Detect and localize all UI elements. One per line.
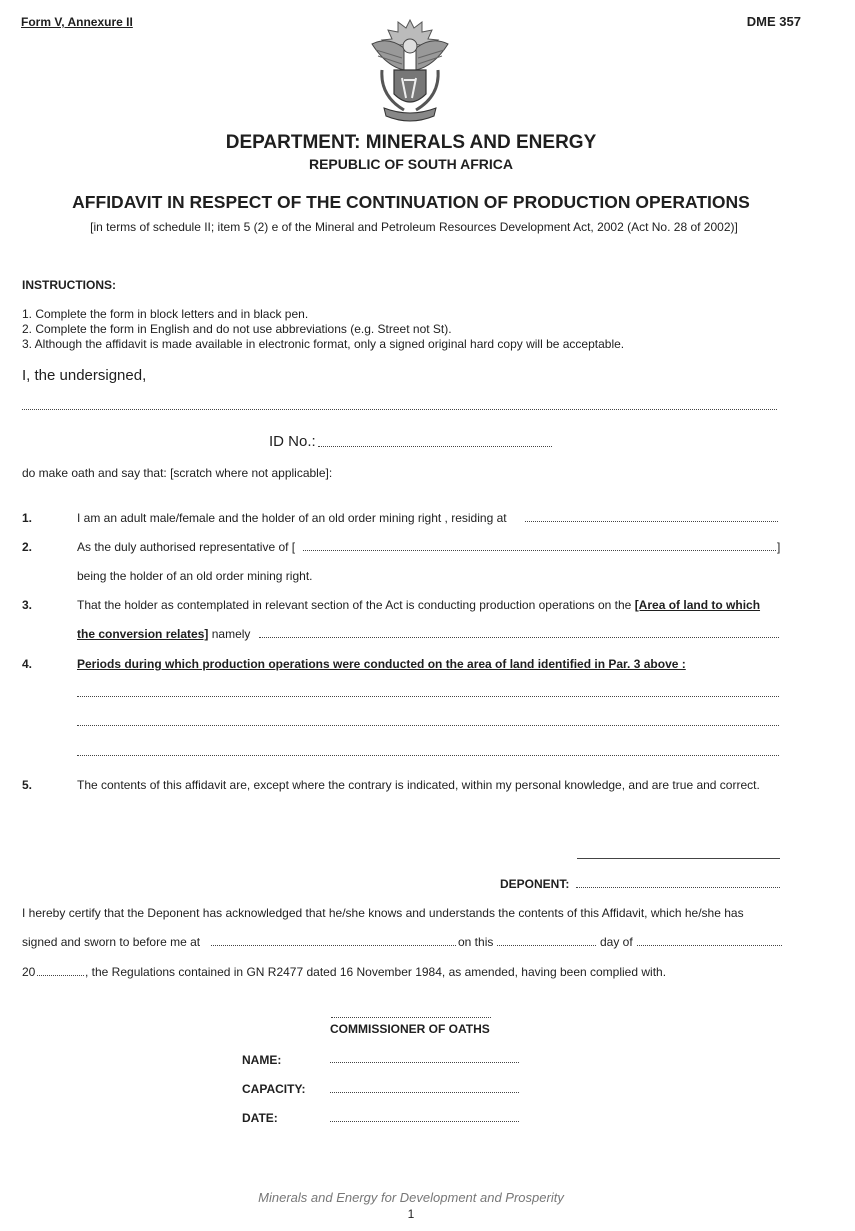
- represented-holder-field[interactable]: [303, 550, 776, 551]
- deponent-field[interactable]: [576, 887, 780, 888]
- sworn-year-field[interactable]: [37, 975, 84, 976]
- paragraph-2-continuation: being the holder of an old order mining right.: [77, 569, 313, 583]
- paragraph-1-text: I am an adult male/female and the holder of an old order mining right , residing at: [77, 511, 507, 525]
- instruction-item: 1. Complete the form in block letters and in black pen.: [22, 307, 309, 321]
- paragraph-5-text: The contents of this affidavit are, except where the contrary is indicated, within my personal knowledge, and are true and correct.: [77, 778, 760, 792]
- commissioner-label: COMMISSIONER OF OATHS: [330, 1022, 490, 1036]
- commissioner-signature-field[interactable]: [331, 1017, 491, 1018]
- area-of-land-field[interactable]: [259, 637, 779, 638]
- coat-of-arms-icon: [368, 14, 452, 122]
- form-reference: Form V, Annexure II: [21, 15, 133, 29]
- date-field[interactable]: [330, 1121, 519, 1122]
- instructions-heading: INSTRUCTIONS:: [22, 278, 116, 292]
- certify-line-2c: day of: [600, 935, 633, 949]
- paragraph-4-text: Periods during which production operations were conducted on the area of land identified in Par. 3 above :: [77, 657, 686, 671]
- id-number-field[interactable]: [318, 446, 552, 447]
- affidavit-subtitle: [in terms of schedule II; item 5 (2) e of the Mineral and Petroleum Resources Development Act, 2002 (Act No. 28 of 2002)]: [90, 220, 738, 234]
- certify-line-2a: signed and sworn to before me at: [22, 935, 201, 949]
- date-label: DATE:: [242, 1111, 278, 1125]
- paragraph-number: 4.: [22, 657, 33, 671]
- sworn-day-field[interactable]: [497, 945, 596, 946]
- republic-heading: REPUBLIC OF SOUTH AFRICA: [308, 156, 514, 172]
- name-label: NAME:: [242, 1053, 282, 1067]
- id-number-label: ID No.:: [269, 433, 316, 450]
- undersigned-name-field[interactable]: [22, 409, 777, 410]
- periods-field-3[interactable]: [77, 755, 779, 756]
- sworn-month-field[interactable]: [637, 945, 782, 946]
- capacity-field[interactable]: [330, 1092, 519, 1093]
- department-heading: DEPARTMENT: MINERALS AND ENERGY: [225, 132, 597, 153]
- paragraph-3-text: That the holder as contemplated in relevant section of the Act is conducting production operations on the [Area of land to which: [77, 598, 761, 612]
- paragraph-number: 3.: [22, 598, 33, 612]
- periods-field-2[interactable]: [77, 725, 779, 726]
- paragraph-number: 5.: [22, 778, 33, 792]
- sworn-place-field[interactable]: [211, 945, 456, 946]
- name-field[interactable]: [330, 1062, 519, 1063]
- certify-line-1: I hereby certify that the Deponent has acknowledged that he/she knows and understands the contents of this Affidavit, which he/she has: [22, 906, 744, 920]
- paragraph-3-continuation: the conversion relates] namely: [77, 627, 251, 641]
- oath-statement: do make oath and say that: [scratch where not applicable]:: [22, 466, 333, 480]
- residence-field[interactable]: [525, 521, 778, 522]
- instruction-item: 2. Complete the form in English and do not use abbreviations (e.g. Street not St).: [22, 322, 452, 336]
- affidavit-title: AFFIDAVIT IN RESPECT OF THE CONTINUATION OF PRODUCTION OPERATIONS: [72, 192, 750, 212]
- certify-line-2b: on this: [458, 935, 494, 949]
- undersigned-label: I, the undersigned,: [22, 367, 147, 384]
- deponent-signature-line[interactable]: [577, 858, 780, 859]
- capacity-label: CAPACITY:: [242, 1082, 306, 1096]
- certify-line-3a: 20: [22, 965, 36, 979]
- periods-field-1[interactable]: [77, 696, 779, 697]
- deponent-label: DEPONENT:: [500, 877, 570, 891]
- bracket-close: ]: [777, 540, 781, 554]
- paragraph-number: 2.: [22, 540, 33, 554]
- form-code: DME 357: [746, 14, 801, 29]
- footer-slogan: Minerals and Energy for Development and Prosperity: [258, 1190, 564, 1205]
- paragraph-number: 1.: [22, 511, 33, 525]
- page-number: 1: [407, 1207, 415, 1221]
- paragraph-2-text: As the duly authorised representative of [: [77, 540, 296, 554]
- certify-line-3b: , the Regulations contained in GN R2477 dated 16 November 1984, as amended, having been complied with.: [85, 965, 667, 979]
- instruction-item: 3. Although the affidavit is made available in electronic format, only a signed original hard copy will be acceptable.: [22, 337, 625, 351]
